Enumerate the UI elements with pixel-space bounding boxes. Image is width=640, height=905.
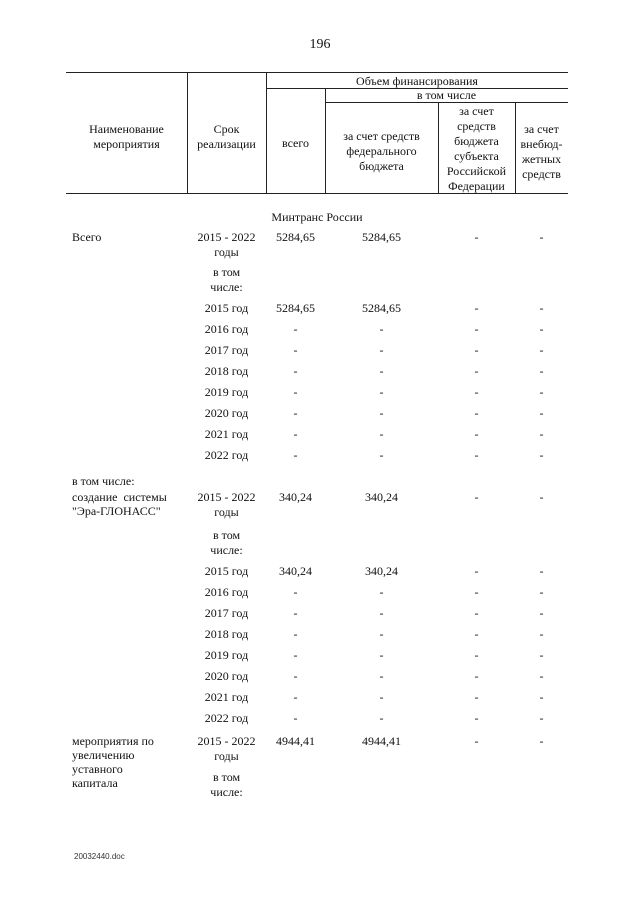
cell-regional: - [474, 301, 479, 315]
cell-total: 340,24 [279, 490, 312, 504]
cell-total: - [293, 385, 298, 399]
header-top-rule [66, 72, 568, 73]
cell-extra: - [539, 427, 544, 441]
cell-name: создание системы "Эра-ГЛОНАСС" [72, 490, 167, 518]
footer-doc-code: 20032440.doc [74, 852, 125, 861]
cell-extra: - [539, 669, 544, 683]
cell-total: 4944,41 [276, 734, 315, 748]
header-period: Срок реализации [197, 122, 256, 151]
cell-regional: - [474, 690, 479, 704]
cell-extra: - [539, 230, 544, 244]
cell-regional: - [474, 734, 479, 748]
cell-period: 2021 год [204, 427, 249, 441]
cell-extra: - [539, 301, 544, 315]
cell-extra: - [539, 690, 544, 704]
cell-federal: - [379, 427, 384, 441]
ministry-label: Минтранс России [271, 210, 363, 224]
cell-period: 2017 год [204, 343, 249, 357]
cell-federal: - [379, 385, 384, 399]
cell-regional: - [474, 427, 479, 441]
cell-federal: - [379, 406, 384, 420]
header-regional: за счет средств бюджета субъекта Российской Федерации [446, 104, 507, 193]
header-extrabudget: за счет внебюд- жетных средств [520, 122, 563, 181]
cell-total: - [293, 648, 298, 662]
cell-period: 2022 год [204, 448, 249, 462]
header-name: Наименование мероприятия [89, 122, 164, 151]
header-including: в том числе [416, 88, 477, 102]
cell-federal: - [379, 364, 384, 378]
including-label: в том числе: [72, 474, 135, 488]
cell-regional: - [474, 669, 479, 683]
cell-period: 2020 год [204, 406, 249, 420]
cell-federal: - [379, 585, 384, 599]
cell-period: 2016 год [204, 322, 249, 336]
cell-total: - [293, 448, 298, 462]
cell-total: - [293, 585, 298, 599]
cell-federal: - [379, 606, 384, 620]
cell-total: - [293, 690, 298, 704]
cell-extra: - [539, 364, 544, 378]
cell-extra: - [539, 406, 544, 420]
cell-name: мероприятия по увеличению уставного капитала [72, 734, 154, 790]
cell-extra: - [539, 448, 544, 462]
cell-regional: - [474, 648, 479, 662]
cell-total: - [293, 627, 298, 641]
page-number: 196 [309, 37, 331, 52]
cell-total: 340,24 [279, 564, 312, 578]
cell-extra: - [539, 627, 544, 641]
cell-total: - [293, 364, 298, 378]
col-divider-2 [266, 72, 267, 194]
cell-period: 2021 год [204, 690, 249, 704]
cell-regional: - [474, 711, 479, 725]
cell-federal: - [379, 343, 384, 357]
cell-name: Всего [72, 230, 102, 244]
cell-extra: - [539, 585, 544, 599]
cell-extra: - [539, 490, 544, 504]
cell-period: 2016 год [204, 585, 249, 599]
cell-federal: - [379, 669, 384, 683]
cell-federal: - [379, 648, 384, 662]
cell-period: 2018 год [204, 364, 249, 378]
cell-federal: 340,24 [365, 490, 398, 504]
cell-regional: - [474, 564, 479, 578]
header-total: всего [281, 136, 310, 150]
cell-period: 2022 год [204, 711, 249, 725]
cell-period: 2019 год [204, 648, 249, 662]
cell-regional: - [474, 627, 479, 641]
cell-total: - [293, 711, 298, 725]
cell-period: 2015 - 2022 годы [197, 490, 256, 519]
cell-federal: - [379, 711, 384, 725]
cell-federal: 4944,41 [362, 734, 401, 748]
cell-regional: - [474, 585, 479, 599]
cell-total: - [293, 606, 298, 620]
cell-federal: - [379, 690, 384, 704]
cell-federal: - [379, 627, 384, 641]
cell-regional: - [474, 406, 479, 420]
cell-period: в том числе: [210, 265, 243, 294]
cell-period: 2017 год [204, 606, 249, 620]
cell-federal: - [379, 448, 384, 462]
cell-extra: - [539, 648, 544, 662]
cell-federal: 5284,65 [362, 301, 401, 315]
cell-extra: - [539, 343, 544, 357]
cell-extra: - [539, 606, 544, 620]
cell-federal: - [379, 322, 384, 336]
cell-regional: - [474, 322, 479, 336]
cell-federal: 340,24 [365, 564, 398, 578]
cell-regional: - [474, 230, 479, 244]
cell-extra: - [539, 385, 544, 399]
cell-extra: - [539, 711, 544, 725]
cell-total: - [293, 406, 298, 420]
cell-total: - [293, 669, 298, 683]
cell-period: 2019 год [204, 385, 249, 399]
cell-federal: 5284,65 [362, 230, 401, 244]
cell-period: 2020 год [204, 669, 249, 683]
header-funding-group: Объем финансирования [356, 74, 478, 88]
cell-total: 5284,65 [276, 230, 315, 244]
cell-total: 5284,65 [276, 301, 315, 315]
cell-regional: - [474, 448, 479, 462]
cell-regional: - [474, 490, 479, 504]
cell-regional: - [474, 364, 479, 378]
cell-total: - [293, 427, 298, 441]
cell-extra: - [539, 564, 544, 578]
cell-period: в том числе: [210, 770, 243, 799]
cell-period: 2015 - 2022 годы [197, 230, 256, 259]
cell-period: 2015 - 2022 годы [197, 734, 256, 763]
cell-extra: - [539, 734, 544, 748]
header-federal: за счет средств федерального бюджета [343, 129, 420, 173]
cell-extra: - [539, 322, 544, 336]
cell-regional: - [474, 343, 479, 357]
cell-total: - [293, 322, 298, 336]
cell-period: в том числе: [210, 528, 243, 557]
cell-period: 2015 год [204, 564, 249, 578]
cell-total: - [293, 343, 298, 357]
cell-period: 2018 год [204, 627, 249, 641]
cell-regional: - [474, 385, 479, 399]
cell-period: 2015 год [204, 301, 249, 315]
cell-regional: - [474, 606, 479, 620]
